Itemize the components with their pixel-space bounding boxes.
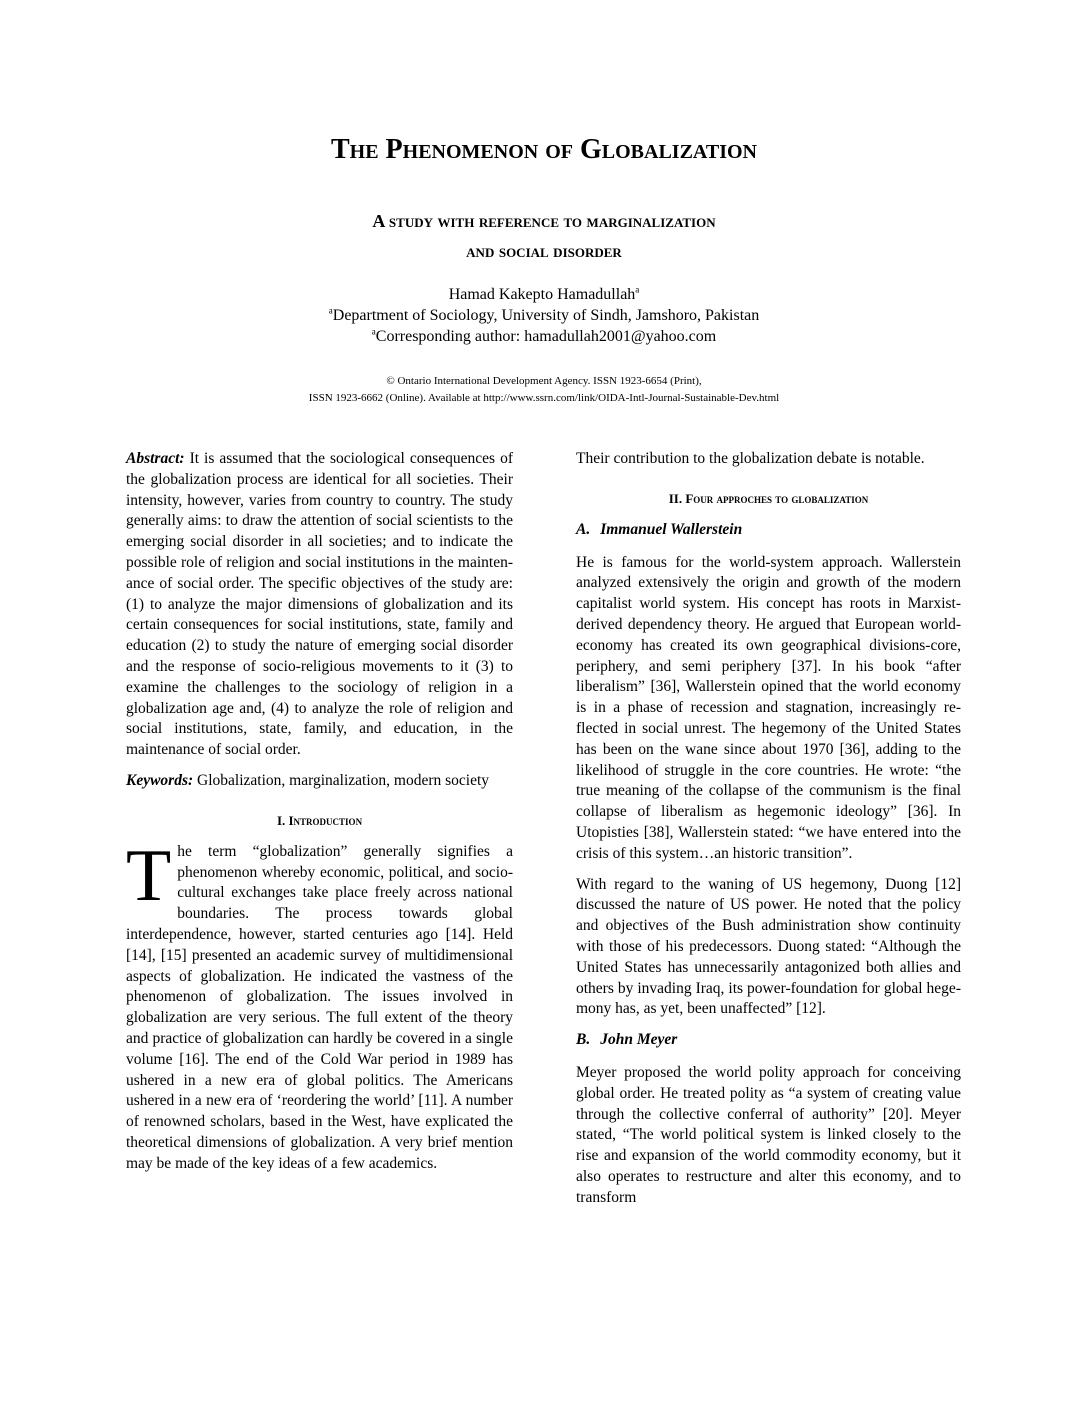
- subtitle-line-1: A study with reference to marginalization: [372, 211, 716, 231]
- introduction-paragraph: [126, 834, 513, 1175]
- subtitle-line-2: and social disorder: [466, 241, 622, 261]
- paper-title: The Phenomenon of Globalization: [330, 134, 757, 165]
- author-line: [0, 284, 1088, 305]
- copyright-notice: [0, 373, 1088, 407]
- keywords-label: Keywords:: [126, 771, 194, 789]
- paper-subtitle: [0, 206, 1088, 266]
- keywords: [126, 771, 513, 792]
- subsection-heading-wallerstein: [576, 520, 961, 541]
- author-name: Hamad Kakepto Hamadullah: [448, 286, 636, 303]
- subsection-title: John Meyer: [600, 1031, 678, 1049]
- meyer-paragraph-1: Meyer proposed the world polity approach for conceiving global order. He treated polity as “a system of creating value through the collective conferral of authority” [20]. Meyer stated, “The world political system is linked closely to the rise and expansion of the world commodity economy, but it also operates to restructure and alter this economy, and to transform: [576, 1063, 961, 1206]
- section-heading-approaches: II. Four approches to globalization: [668, 490, 869, 506]
- wallerstein-paragraph-1: He is famous for the world-system approach. Wallerstein analyzed extensively the origin and growth of the modern capitalist world system. His concept has roots in Marxist-derived dependency theory. He argued that European world-economy has created its own geographical divisions-core, periphery, and semi periphery [37]. In his book “after liberalism” [36], Wallerstein opined that the world economy is in a phase of recession and stagnation, increasingly reflected in social unrest. The hegemony of the United States has been on the wane since about 1970 [36], adding to the likelihood of struggle in the core countries. He wrote: “the true meaning of the collapse of the communism is the final collapse of liberalism as hegemonic ideology” [36]. In Utopisties [38], Wallerstein stated: “we have entered into the crisis of this system…an historic transition”.: [576, 553, 961, 862]
- corresponding-author: Corresponding author: hamadullah2001@yahoo.com: [375, 328, 717, 345]
- affiliation: Department of Sociology, University of Sindh, Jamshoro, Pakistan: [332, 307, 760, 324]
- left-column: [126, 449, 513, 1185]
- author-marker: a: [635, 284, 640, 295]
- right-column: [576, 449, 961, 1219]
- subsection-letter: A.: [576, 520, 591, 538]
- subsection-letter: B.: [576, 1031, 591, 1049]
- abstract-label: Abstract:: [126, 450, 185, 467]
- keywords-text: Globalization, marginalization, modern society: [197, 771, 490, 789]
- introduction-continued: Their contribution to the globalization debate is notable.: [576, 450, 925, 467]
- affiliation-line: [0, 305, 1088, 326]
- section-heading-introduction: I. Introduction: [276, 812, 363, 828]
- drop-cap: T: [126, 834, 172, 917]
- abstract: [126, 449, 513, 761]
- abstract-text: It is assumed that the sociological consequences of the globalization process are identical for all societies. Their intensity, however, varies from country to country. The study generally aims: to draw the attention of social scientists to the emerging social disorder in all societies; and to indicate the possible role of religion and social institutions in the maintenance of social order. The specific objectives of the study are: (1) to analyze the major dimensions of globalization and its certain consequences for social institutions, state, family and education (2) to study the nature of emerging social disorder and the response of socio-religious movements to it (3) to examine the challenges to the sociology of religion in a globalization age and, (4) to analyze the role of religion and social institutions, state, family, and education, in the maintenance of social order.: [126, 450, 514, 759]
- subsection-heading-meyer: [576, 1030, 961, 1051]
- corresponding-line: [0, 326, 1088, 347]
- corresponding-marker: a: [371, 326, 376, 337]
- affiliation-marker: a: [328, 305, 333, 316]
- subsection-title: Immanuel Wallerstein: [600, 520, 743, 538]
- copyright-line-1: © Ontario International Development Agency. ISSN 1923-6654 (Print),: [386, 375, 702, 387]
- author-block: [0, 284, 1088, 347]
- wallerstein-paragraph-2: With regard to the waning of US hegemony, Duong [12] discussed the nature of US power. He noted that the policy and objectives of the Bush administration show continuity with those of his predecessors. Duong stated: “Although the United States has unnecessarily antagonized both allies and others by invading Iraq, its power-foundation for global hegemony has, as yet, been unaffected” [12].: [576, 875, 961, 1018]
- copyright-line-2: ISSN 1923-6662 (Online). Available at http://www.ssrn.com/link/OIDA-Intl-Journal-Sustainable-Dev.html: [308, 392, 780, 404]
- introduction-text: he term “globalization” generally signifies a phenomenon whereby economic, political, and socio-cultural exchanges take place freely across national boundaries. The process towards global interdependence, however, started centuries ago [14]. Held [14], [15] presented an academic survey of multidimensional aspects of globalization. He indicated the vastness of the phenomenon of globalization. The issues involved in globalization are very serious. The full extent of the theory and practice of globalization can hardly be covered in a single volume [16]. The end of the Cold War period in 1989 has ushered in a new era of global politics. The Americans ushered in a new era of ‘reordering the world’ [11]. A number of renowned scholars, based in the West, have explicated the theoretical dimensions of globalization. A very brief mention may be made of the key ideas of a few academics.: [126, 842, 513, 1172]
